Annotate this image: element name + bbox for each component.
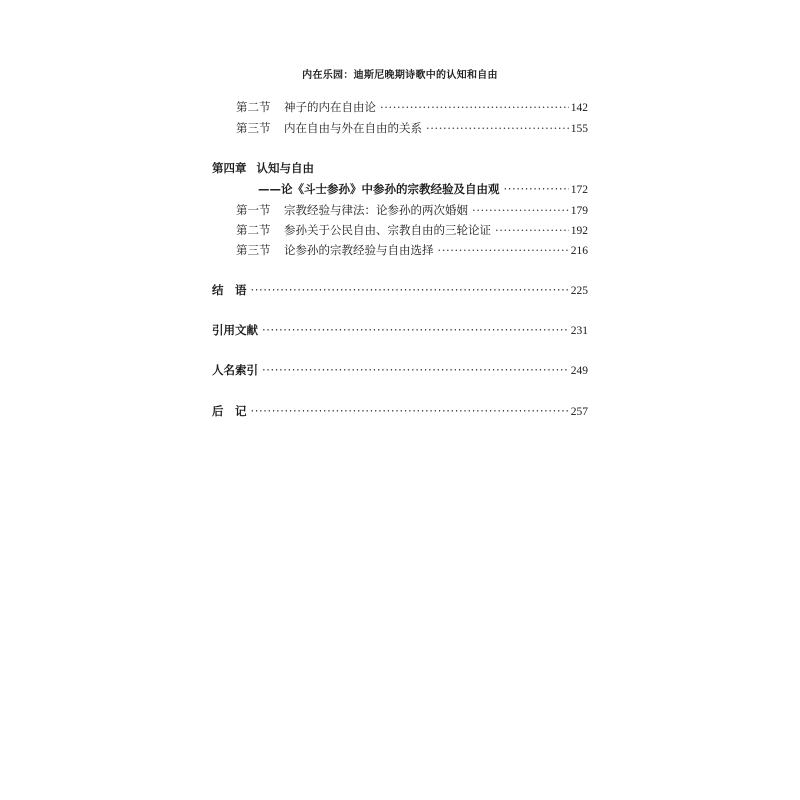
entry-title: 引用文献 (212, 323, 258, 337)
dot-leader (262, 322, 569, 338)
section-number: 第三节 (236, 121, 271, 135)
dot-leader (504, 181, 569, 197)
toc-entry[interactable] (236, 120, 588, 136)
dot-leader (426, 120, 569, 136)
page-number: 249 (570, 365, 588, 377)
section-title: 论参孙的宗教经验与自由选择 (284, 243, 434, 257)
chapter-title: 认知与自由 (256, 161, 314, 175)
section-number: 第二节 (236, 100, 271, 114)
running-header: 内在乐园：迪斯尼晚期诗歌中的认知和自由 (302, 70, 498, 81)
chapter-subtitle: ——论《斗士参孙》中参孙的宗教经验及自由观 (258, 182, 500, 196)
toc-entry[interactable] (236, 99, 588, 115)
toc-entry-references[interactable] (212, 322, 588, 338)
page-number: 179 (570, 205, 588, 217)
dot-leader (380, 99, 569, 115)
entry-title: 后 记 (212, 404, 247, 418)
dot-leader (438, 242, 569, 258)
section-title: 神子的内在自由论 (284, 100, 376, 114)
page-number: 172 (570, 184, 588, 196)
chapter-heading[interactable] (212, 160, 314, 176)
section-number: 第三节 (236, 243, 271, 257)
dot-leader (472, 202, 569, 218)
section-title: 参孙关于公民自由、宗教自由的三轮论证 (284, 223, 491, 237)
dot-leader (251, 282, 569, 298)
page-number: 142 (570, 102, 588, 114)
page-number: 257 (570, 406, 588, 418)
toc-entry-name-index[interactable] (212, 362, 588, 378)
entry-title: 结 语 (212, 283, 247, 297)
chapter-subtitle-entry[interactable] (258, 181, 588, 197)
section-title: 内在自由与外在自由的关系 (284, 121, 422, 135)
page-number: 155 (570, 123, 588, 135)
section-number: 第二节 (236, 223, 271, 237)
toc-entry-conclusion[interactable] (212, 282, 588, 298)
dot-leader (495, 222, 569, 238)
toc-entry-afterword[interactable] (212, 403, 588, 419)
toc-entry[interactable] (236, 222, 588, 238)
page-number: 225 (570, 285, 588, 297)
chapter-number: 第四章 (212, 161, 247, 175)
page-number: 231 (570, 325, 588, 337)
page-number: 192 (570, 225, 588, 237)
page-number: 216 (570, 245, 588, 257)
section-number: 第一节 (236, 203, 271, 217)
toc-entry[interactable] (236, 242, 588, 258)
dot-leader (251, 403, 569, 419)
section-title: 宗教经验与律法：论参孙的两次婚姻 (284, 203, 468, 217)
toc-entry[interactable] (236, 202, 588, 218)
entry-title: 人名索引 (212, 363, 258, 377)
dot-leader (262, 362, 569, 378)
